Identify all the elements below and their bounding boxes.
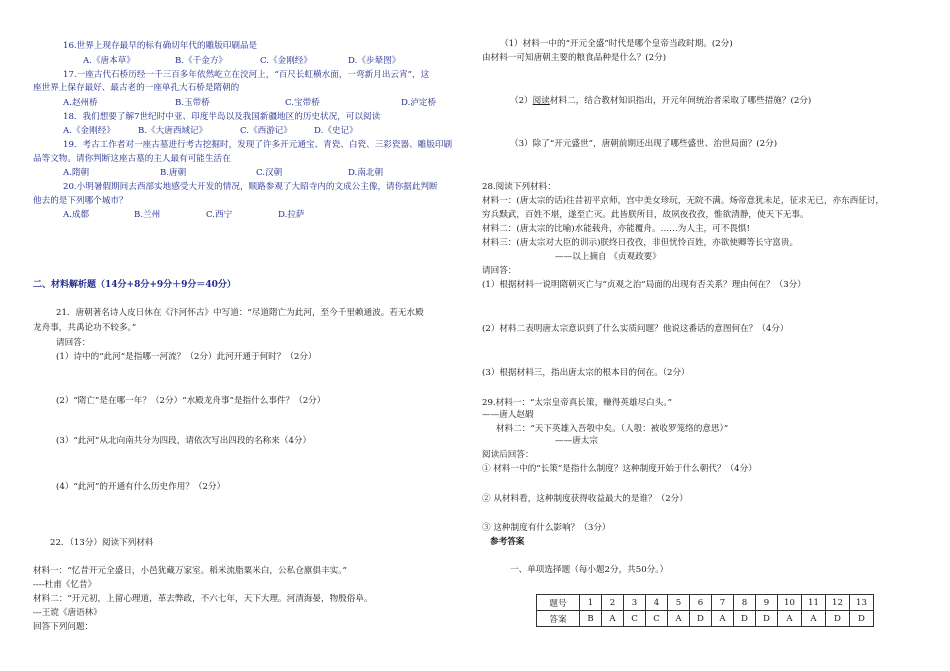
answer-table-letter: A bbox=[802, 611, 826, 627]
q28-material-3: 材料三：(唐太宗对大臣的训示)朕终日孜孜，非但忧怜百姓，亦欲使卿等长守富贵。 bbox=[482, 238, 799, 248]
answer-table-answer-label: 答案 bbox=[537, 611, 580, 627]
answer-table-number: 11 bbox=[802, 595, 826, 611]
q20-stem-2: 他去的是下列哪个城市？ bbox=[33, 196, 128, 206]
q21-sub-1: (1）诗中的“此河”是指哪一河流？（2分）此河开通于何时？（2分） bbox=[56, 352, 317, 362]
answer-table-number: 13 bbox=[850, 595, 874, 611]
q21-stem-1: 21．唐朝著名诗人皮日休在《汴河怀古》中写道：“尽道隋亡为此河，至今千里赖通波。若无水殿 bbox=[56, 308, 424, 318]
q29-material-2: 材料二：“天下英雄入吾彀中矣。（人彀：被收罗笼络的意思）” bbox=[496, 424, 729, 434]
q22-sub-2: （2）阅读材料二，结合教材知识指出，开元年间统治者采取了哪些措施？(2分) bbox=[510, 96, 812, 106]
q18-option-d: D.《史记》 bbox=[314, 126, 358, 136]
answer-table-answer-row bbox=[537, 611, 874, 627]
q29-prompt: 阅读后回答： bbox=[482, 450, 534, 460]
q20-option-b: B.兰州 bbox=[134, 210, 161, 220]
answer-part-1-heading: 一、单项选择题（每小题2分，共50分。） bbox=[510, 565, 669, 575]
answer-table-number-label: 题号 bbox=[537, 595, 580, 611]
answer-table-number: 6 bbox=[690, 595, 712, 611]
answer-table-number: 3 bbox=[624, 595, 646, 611]
q19-option-c: C.汉朝 bbox=[256, 168, 283, 178]
q28-heading: 28.阅读下列材料： bbox=[482, 182, 556, 192]
q18-option-a: A.《金刚经》 bbox=[63, 126, 115, 136]
q16-option-a: A.《唐本草》 bbox=[83, 56, 135, 66]
q16-stem: 16.世界上现存最早的标有确切年代的雕版印刷品是 bbox=[63, 41, 258, 51]
q16-option-b: B.《千金方》 bbox=[175, 56, 228, 66]
q19-option-a: A.隋朝 bbox=[63, 168, 90, 178]
answer-table-number: 7 bbox=[712, 595, 734, 611]
q18-option-c: C.《西游记》 bbox=[240, 126, 292, 136]
q16-option-c: C.《金刚经》 bbox=[260, 56, 312, 66]
q28-prompt: 请回答： bbox=[482, 266, 517, 276]
q21-stem-2: 龙舟事，共禹论功不较多。” bbox=[33, 323, 137, 333]
q22-heading: 22．（13分）阅读下列材料 bbox=[50, 538, 154, 548]
q21-sub-2: (2）“隋亡”是在哪一年？（2分）“水殿龙舟事”是指什么事件？（2分） bbox=[56, 396, 326, 406]
q22-material-2: 材料二：“开元初，上留心理道，革去弊政，不六七年，天下大理。河清海晏，物殷俗阜。 bbox=[33, 594, 373, 604]
q20-option-a: A.成都 bbox=[63, 210, 90, 220]
q22-sub-1a: （1）材料一中的“开元全盛”时代是哪个皇帝当政时期。(2分) bbox=[500, 39, 733, 49]
answer-table-number: 12 bbox=[826, 595, 850, 611]
q28-sub-2: (2）材料二表明唐太宗意识到了什么实质问题？他说这番话的意图何在？（4分） bbox=[482, 324, 789, 334]
answer-table-number: 1 bbox=[580, 595, 602, 611]
answer-table-number-row bbox=[537, 595, 874, 611]
q28-sub-1: (1）根据材料一说明隋朝灭亡与“贞观之治”局面的出现有否关系？理由何在？（3分） bbox=[482, 280, 806, 290]
q19-option-d: D.南北朝 bbox=[348, 168, 384, 178]
answer-table-letter: A bbox=[602, 611, 624, 627]
q17-stem-2: 座世界上保存最好、最古老的一座单孔大石桥是隋朝的 bbox=[33, 83, 240, 93]
q29-material-2-source: ——唐太宗 bbox=[555, 436, 598, 446]
answer-table-letter: D bbox=[690, 611, 712, 627]
q29-sub-1: ① 材料一中的“长策”是指什么制度？这种制度开始于什么朝代？（4分） bbox=[482, 464, 757, 474]
q28-sub-3: (3）根据材料三，指出唐太宗的根本目的何在。（2分） bbox=[482, 368, 690, 378]
q21-sub-3: (3）“此河”从北向南共分为四段，请依次写出四段的名称来（4分） bbox=[56, 436, 312, 446]
answer-table-number: 9 bbox=[756, 595, 778, 611]
q22-material-2-source: ---王谠《唐语林》 bbox=[33, 608, 102, 618]
answer-table-number: 10 bbox=[778, 595, 802, 611]
q22-sub-1b: 由材料一可知唐朝主要的粮食品种是什么？(2分) bbox=[482, 53, 667, 63]
q19-stem-2: 品等文物。请你判断这座古墓的主人最有可能生活在 bbox=[33, 154, 231, 164]
q21-sub-4: (4）“此河”的开通有什么历史作用？（2分） bbox=[56, 482, 226, 492]
answer-table-letter: A bbox=[668, 611, 690, 627]
answer-table-letter: C bbox=[624, 611, 646, 627]
q18-stem: 18．我们想要了解7世纪时中亚、印度半岛以及我国新疆地区的历史状况，可以阅读 bbox=[63, 112, 381, 122]
answer-key-title: 参考答案 bbox=[490, 537, 525, 547]
answer-table-letter: A bbox=[712, 611, 734, 627]
q22-material-1-source: ----杜甫《忆昔》 bbox=[33, 580, 97, 590]
answer-table-number: 4 bbox=[646, 595, 668, 611]
answer-table-letter: D bbox=[756, 611, 778, 627]
answer-table bbox=[536, 594, 874, 627]
q28-material-2: 材料二：(唐太宗的比喻)水能载舟，亦能覆舟。……为人主，可不畏惧! bbox=[482, 224, 750, 234]
answer-table-letter: D bbox=[826, 611, 850, 627]
q21-prompt: 请回答： bbox=[56, 338, 91, 348]
answer-table-letter: D bbox=[850, 611, 874, 627]
answer-table-number: 8 bbox=[734, 595, 756, 611]
q28-material-1a: 材料一：(唐太宗的话)往昔初平京师，宫中美女珍玩，无院不满。炀帝意犹未足，征求无已，亦东西征讨， bbox=[482, 196, 885, 206]
q20-option-c: C.西宁 bbox=[206, 210, 233, 220]
answer-table-number: 5 bbox=[668, 595, 690, 611]
answer-table-letter: B bbox=[580, 611, 602, 627]
q29-material-1-source: ——唐人赵嘏 bbox=[482, 410, 534, 420]
q16-option-d: D.《步辇图》 bbox=[348, 56, 401, 66]
q17-stem-1: 17.一座古代石桥历经一千三百多年依然屹立在洨河上，“百尺长虹横水面，一弯新月出云宵”，这 bbox=[63, 70, 430, 80]
q19-option-b: B.唐朝 bbox=[160, 168, 187, 178]
q17-option-a: A.赵州桥 bbox=[63, 98, 98, 108]
q20-stem-1: 20.小明暑假期间去西部实地感受大开发的情况，顺路参观了大昭寺内的文成公主像，请你据此判断 bbox=[63, 182, 438, 192]
section-2-heading: 二、材料解析题（14分+8分+9分＋9分＝40分） bbox=[33, 280, 236, 290]
q29-material-1: 29.材料一：“太宗皇帝真长策，赚得英雄尽白头。” bbox=[482, 398, 673, 408]
answer-table-letter: D bbox=[734, 611, 756, 627]
answer-table-letter: A bbox=[778, 611, 802, 627]
q20-option-d: D.拉萨 bbox=[278, 210, 305, 220]
q19-stem-1: 19．考古工作者对一座古墓进行考古挖掘时，发现了许多开元通宝、青瓷、白瓷、三彩瓷器、雕版印刷 bbox=[63, 140, 453, 150]
q18-option-b: B.《大唐西域记》 bbox=[138, 126, 208, 136]
q22-material-1: 材料一：“忆昔开元全盛日，小邑犹藏万家室。稻米流脂粟米白，公私仓廪俱丰实。” bbox=[33, 566, 347, 576]
answer-table-letter: C bbox=[646, 611, 668, 627]
q29-sub-3: ③ 这种制度有什么影响？（3分） bbox=[482, 523, 611, 533]
q17-option-d: D.泸定桥 bbox=[401, 98, 437, 108]
q22-sub-3: （3）除了“开元盛世”，唐朝前期还出现了哪些盛世、治世局面？(2分) bbox=[510, 139, 778, 149]
q28-source: ——以上摘自 《贞观政要》 bbox=[555, 252, 661, 262]
q28-material-1b: 穷兵黩武，百姓不堪，遂至亡灭。此皆朕所目，故夙夜孜孜，惟欲清静，使天下无事。 bbox=[482, 210, 809, 220]
q22-prompt: 回答下列问题： bbox=[33, 622, 94, 632]
q29-sub-2: ② 从材料看，这种制度获得收益最大的是谁？（2分） bbox=[482, 494, 688, 504]
q17-option-c: C.宝带桥 bbox=[285, 98, 320, 108]
q17-option-b: B.玉带桥 bbox=[175, 98, 210, 108]
answer-table-number: 2 bbox=[602, 595, 624, 611]
